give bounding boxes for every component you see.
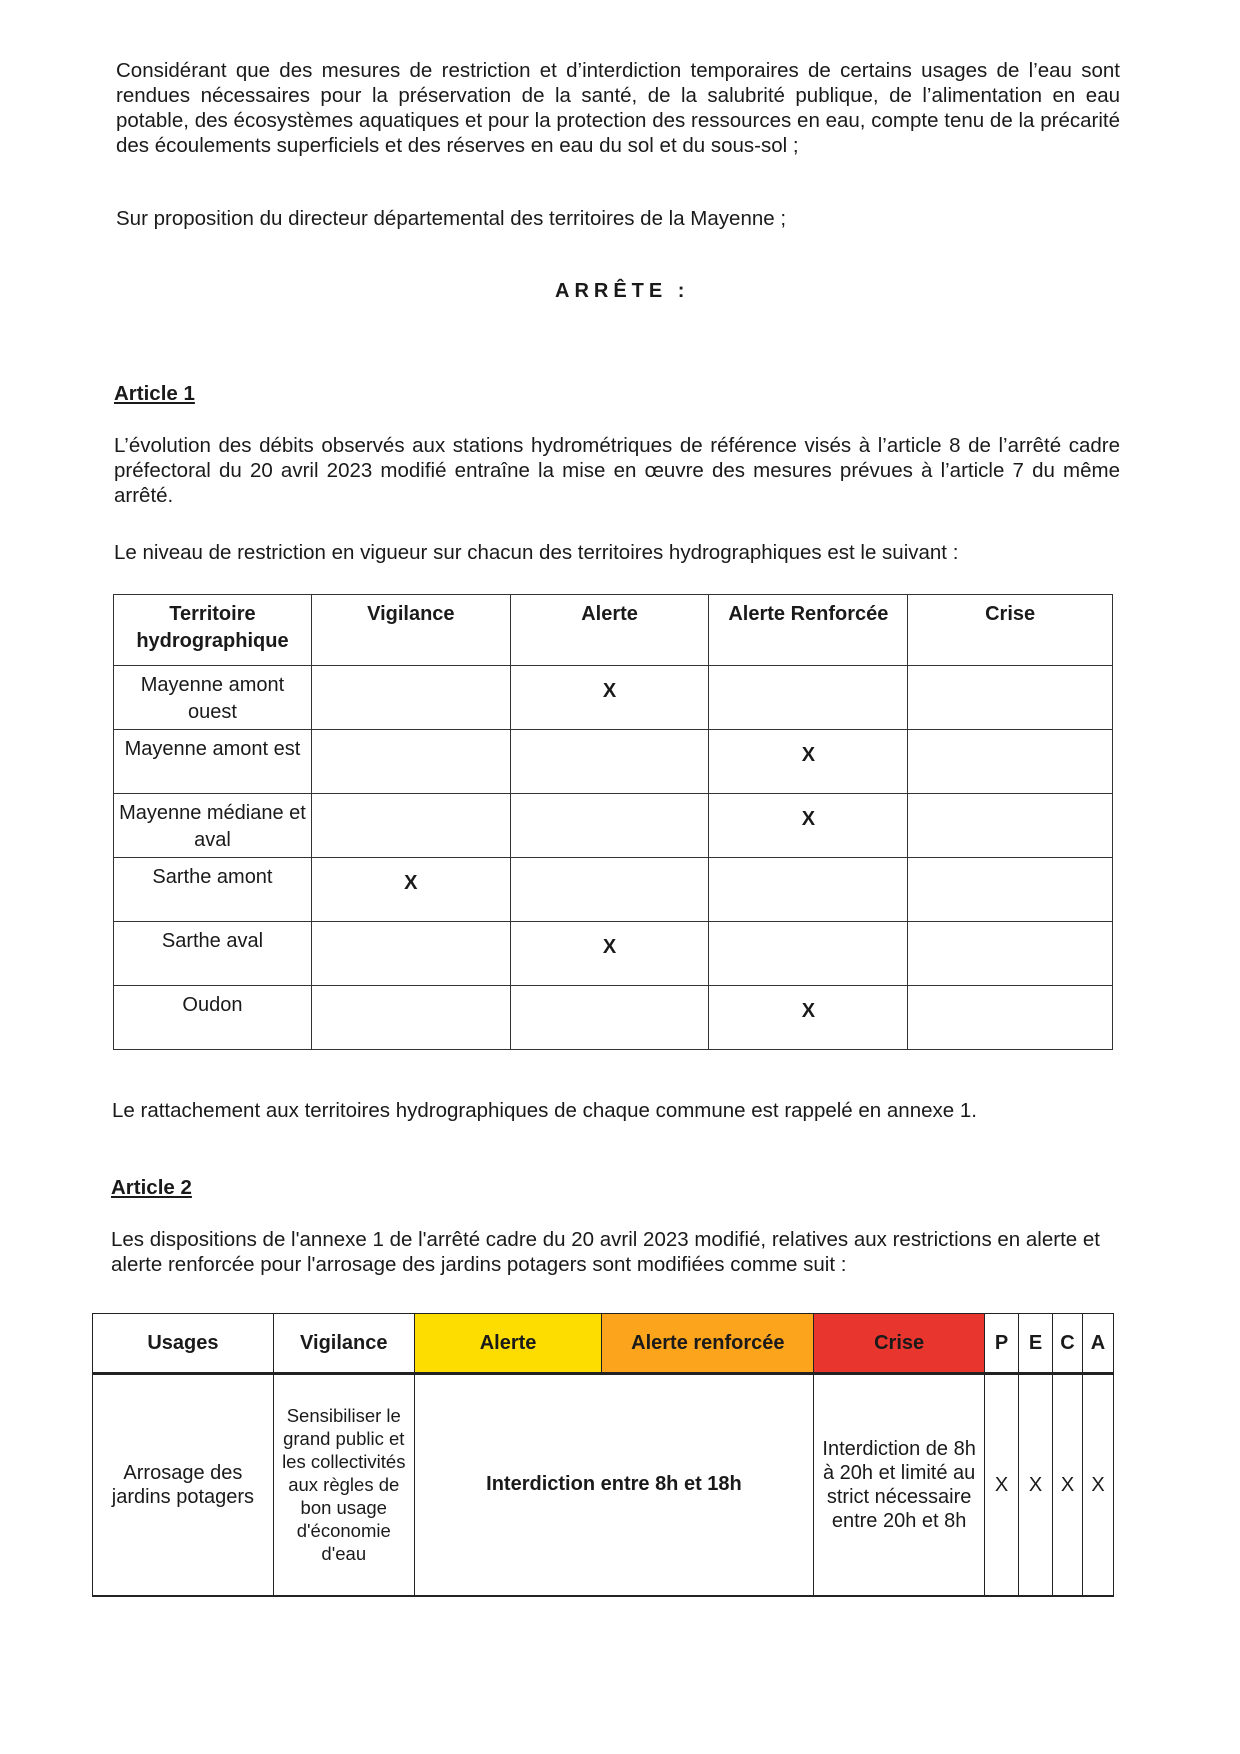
alerte-renforcee-cell: X: [709, 730, 908, 794]
alerte-cell: X: [510, 666, 709, 730]
table-row: [93, 1374, 1114, 1596]
article-1-paragraph-1: L’évolution des débits observés aux stations hydrométriques de référence visés à l’article 8 de l’arrêté cadre préfectoral du 20 avril 2023 modifié entraîne la mise en œuvre des mesures prévues à l’article 7 du même arrêté.: [114, 434, 1120, 507]
header-vigilance: Vigilance: [311, 595, 510, 666]
header-p: P: [985, 1314, 1019, 1374]
vigilance-cell: [311, 986, 510, 1050]
territoire-cell: Mayenne amont est: [114, 730, 312, 794]
header-crise: Crise: [908, 595, 1113, 666]
header-vigilance: Vigilance: [273, 1314, 414, 1374]
alerte-renforcee-cell: X: [709, 986, 908, 1050]
article-1-paragraph-2: Le niveau de restriction en vigueur sur chacun des territoires hydrographiques est le suivant :: [114, 541, 959, 564]
c-cell: X: [1053, 1374, 1083, 1596]
table-row: [114, 730, 1113, 794]
territoire-cell: Mayenne amont ouest: [114, 666, 312, 730]
header-alerte: Alerte: [414, 1314, 602, 1374]
territoire-cell: Mayenne médiane et aval: [114, 794, 312, 858]
e-cell: X: [1019, 1374, 1053, 1596]
restriction-levels-table: [113, 594, 1113, 1050]
header-a: A: [1082, 1314, 1113, 1374]
alerte-renforcee-cell: [709, 666, 908, 730]
vigilance-cell: [311, 794, 510, 858]
table-header-row: [93, 1314, 1114, 1374]
header-usages: Usages: [93, 1314, 274, 1374]
table-row: [114, 794, 1113, 858]
vigilance-cell: Sensibiliser le grand public et les collectivités aux règles de bon usage d'économie d'eau: [273, 1374, 414, 1596]
header-alerte: Alerte: [510, 595, 709, 666]
alerte-cell: X: [510, 922, 709, 986]
vigilance-cell: [311, 730, 510, 794]
alerte-renforcee-cell: [709, 922, 908, 986]
proposition-paragraph: Sur proposition du directeur départemental des territoires de la Mayenne ;: [116, 207, 787, 230]
article-1-footnote: Le rattachement aux territoires hydrographiques de chaque commune est rappelé en annexe 1.: [112, 1099, 977, 1122]
vigilance-cell: X: [311, 858, 510, 922]
p-cell: X: [985, 1374, 1019, 1596]
alerte-renforcee-cell: X: [709, 794, 908, 858]
header-c: C: [1053, 1314, 1083, 1374]
alerte-cell: [510, 858, 709, 922]
arrete-heading: ARRÊTE :: [555, 280, 690, 302]
crise-cell: [908, 794, 1113, 858]
alerte-cell: [510, 730, 709, 794]
header-e: E: [1019, 1314, 1053, 1374]
alerte-cell: [510, 794, 709, 858]
crise-cell: [908, 858, 1113, 922]
table-header-row: [114, 595, 1113, 666]
article-2-title: Article 2: [111, 1176, 192, 1199]
territoire-cell: Sarthe amont: [114, 858, 312, 922]
article-1-title: Article 1: [114, 382, 195, 405]
table-row: [114, 858, 1113, 922]
usage-restrictions-table: [92, 1313, 1114, 1597]
a-cell: X: [1082, 1374, 1113, 1596]
header-alerte-renforcee: Alerte renforcée: [602, 1314, 814, 1374]
territoire-cell: Sarthe aval: [114, 922, 312, 986]
crise-cell: [908, 730, 1113, 794]
crise-cell: [908, 922, 1113, 986]
alerte-renforcee-cell: Interdiction entre 8h et 18h: [414, 1374, 813, 1596]
considerant-paragraph: Considérant que des mesures de restriction et d’interdiction temporaires de certains usages de l’eau sont rendues nécessaires pour la préservation de la santé, de la salubrité publique, de l’alimentation en eau potable, des écosystèmes aquatiques et pour la protection des ressources en eau, compte tenu de la précarité des écoulements superficiels et des réserves en eau du sol et du sous-sol ;: [116, 59, 1120, 157]
header-alerte-renforcee: Alerte Renforcée: [709, 595, 908, 666]
vigilance-cell: [311, 922, 510, 986]
header-territoire: Territoire hydrographique: [114, 595, 312, 666]
crise-cell: [908, 986, 1113, 1050]
crise-cell: Interdiction de 8h à 20h et limité au strict nécessaire entre 20h et 8h: [814, 1374, 985, 1596]
territoire-cell: Oudon: [114, 986, 312, 1050]
usage-cell: Arrosage des jardins potagers: [93, 1374, 274, 1596]
vigilance-cell: [311, 666, 510, 730]
table-row: [114, 922, 1113, 986]
crise-cell: [908, 666, 1113, 730]
article-2-paragraph-1: Les dispositions de l'annexe 1 de l'arrêté cadre du 20 avril 2023 modifié, relatives aux restrictions en alerte et alerte renforcée pour l'arrosage des jardins potagers sont modifiées comme suit :: [111, 1228, 1100, 1276]
alerte-renforcee-cell: [709, 858, 908, 922]
header-crise: Crise: [814, 1314, 985, 1374]
table-row: [114, 666, 1113, 730]
table-row: [114, 986, 1113, 1050]
alerte-cell: [510, 986, 709, 1050]
